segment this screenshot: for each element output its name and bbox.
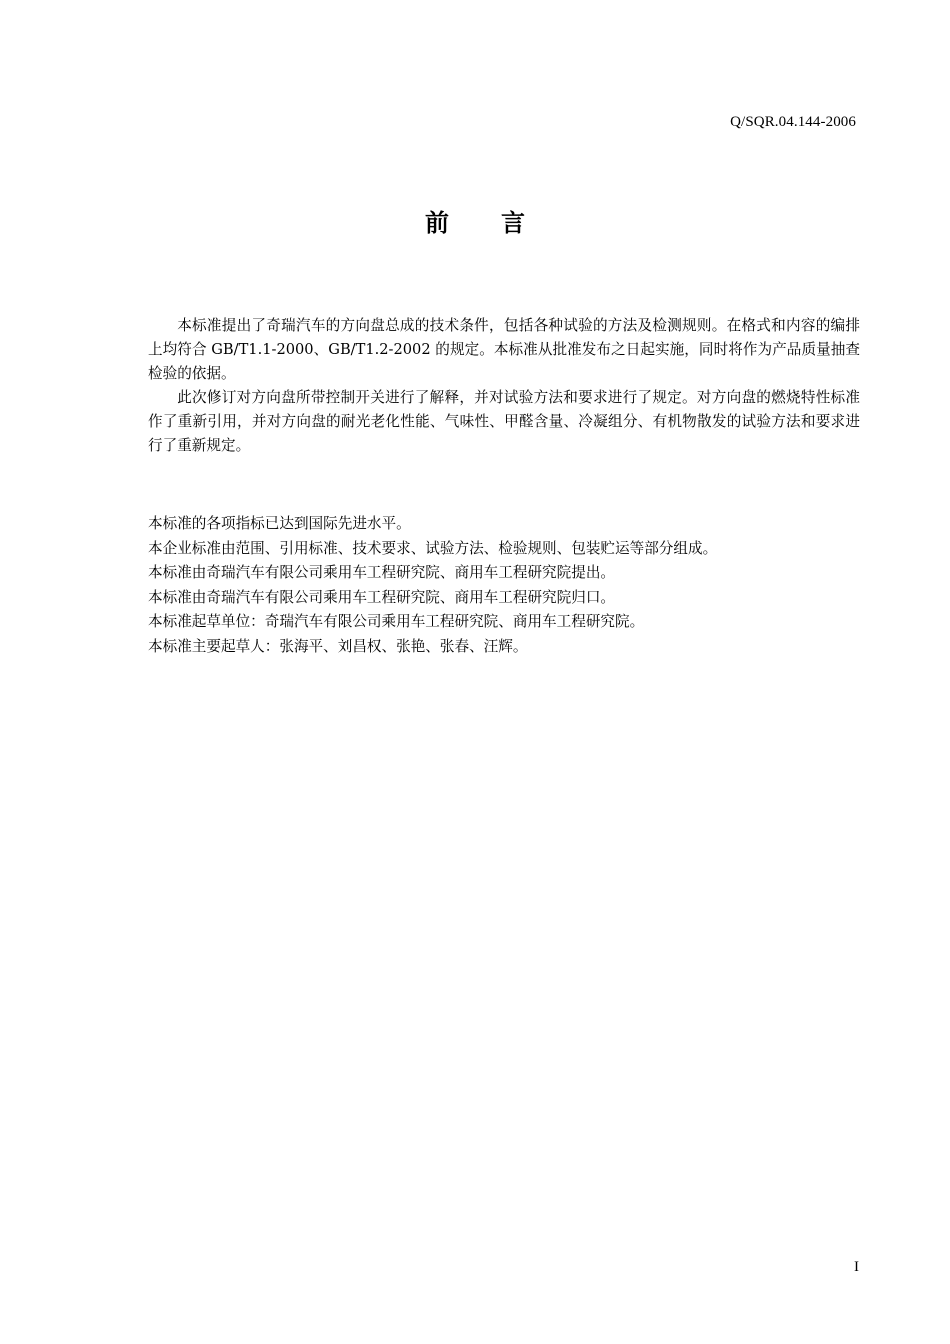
statement-line: 本标准由奇瑞汽车有限公司乘用车工程研究院、商用车工程研究院归口。 [148,588,616,606]
statement-line: 本企业标准由范围、引用标准、技术要求、试验方法、检验规则、包装贮运等部分组成。 [148,539,718,557]
document-code: Q/SQR.04.144-2006 [730,114,856,130]
page-title [0,203,950,238]
foreword-paragraph-1: 本标准提出了奇瑞汽车的方向盘总成的技术条件，包括各种试验的方法及检测规则。在格式和内容的编排上均符合 GB/T1.1-2000、GB/T1.2-2002 的规定。本标准从批准发布之日起实施，同时将作为产品质量抽查检验的依据。 [148,317,860,382]
title-char-1: 前 [425,209,449,237]
statement-line: 本标准起草单位：奇瑞汽车有限公司乘用车工程研究院、商用车工程研究院。 [148,613,645,631]
statement-line: 本标准主要起草人：张海平、刘昌权、张艳、张春、汪辉。 [148,637,528,655]
statement-line: 本标准的各项指标已达到国际先进水平。 [148,515,411,532]
statement-line: 本标准由奇瑞汽车有限公司乘用车工程研究院、商用车工程研究院提出。 [148,564,616,582]
page-number: I [854,1259,859,1275]
title-char-2: 言 [501,209,525,237]
foreword-paragraph-2: 此次修订对方向盘所带控制开关进行了解释，并对试验方法和要求进行了规定。对方向盘的燃烧特性标准作了重新引用，并对方向盘的耐光老化性能、气味性、甲醛含量、冷凝组分、有机物散发的试验方法和要求进行了重新规定。 [148,389,860,454]
standard-statements [148,512,860,660]
foreword-body [148,314,860,458]
